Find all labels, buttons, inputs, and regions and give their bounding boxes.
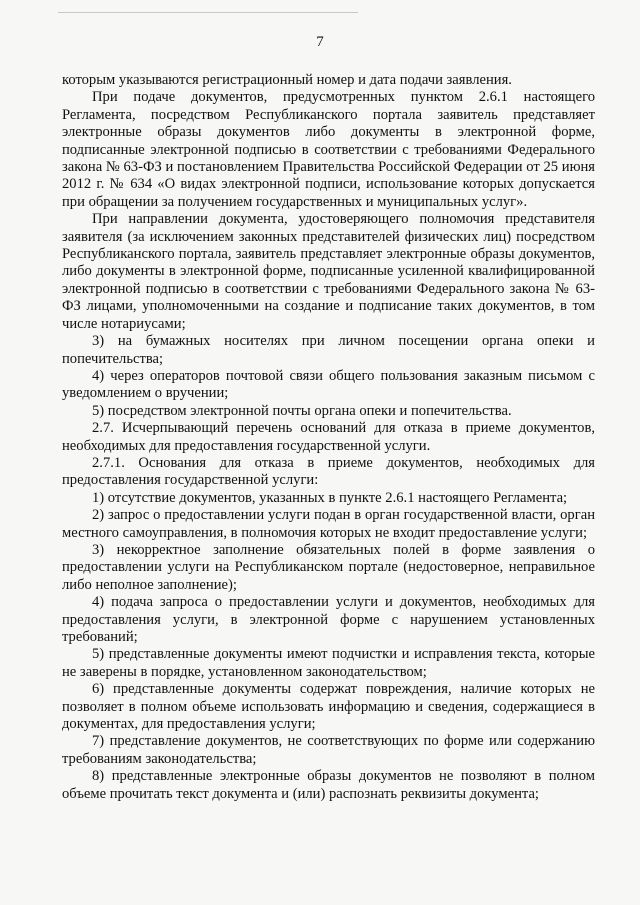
paragraph: При подаче документов, предусмотренных пунктом 2.6.1 настоящего Регламента, посредством Республиканского портала заявитель представляет электронные образы документов либо документы в электронной форме, подписанные электронной подписью в соответствии с требованиями Федерального закона № 63-ФЗ и постановлением Правительства Российской Федерации от 25 июня 2012 г. № 634 «О видах электронной подписи, использование которых допускается при обращении за получением государственных и муниципальных услуг».: [62, 89, 595, 210]
list-item: 4) подача запроса о предоставлении услуги и документов, необходимых для предоставления услуги, в электронной форме с нарушением установленных требований;: [62, 594, 595, 645]
body-text: [62, 72, 595, 803]
subsection-heading: 2.7.1. Основания для отказа в приеме документов, необходимых для предоставления государственной услуги:: [62, 454, 595, 489]
section-heading: 2.7. Исчерпывающий перечень оснований для отказа в приеме документов, необходимых для предоставления государственной услуги.: [62, 420, 595, 454]
list-item: 2) запрос о предоставлении услуги подан в орган государственной власти, орган местного самоуправления, в полномочия которых не входит предоставление услуги;: [62, 507, 595, 541]
list-item: 5) посредством электронной почты органа опеки и попечительства.: [92, 402, 512, 419]
paragraph: При направлении документа, удостоверяющего полномочия представителя заявителя (за исключением законных представителей физических лиц) посредством Республиканского портала, заявитель представляет электронные образы документов, либо документы в электронной форме, подписанные усиленной квалифицированной электронной подписью в соответствии с требованиями Федерального закона № 63-ФЗ лицами, уполномоченными на создание и подписание таких документов, в том числе нотариусами;: [62, 211, 595, 332]
list-item: 1) отсутствие документов, указанных в пункте 2.6.1 настоящего Регламента;: [92, 489, 568, 506]
list-item: 3) на бумажных носителях при личном посещении органа опеки и попечительства;: [62, 333, 595, 367]
list-item: 4) через операторов почтовой связи общего пользования заказным письмом с уведомлением о вручении;: [62, 367, 595, 402]
list-item: 5) представленные документы имеют подчистки и исправления текста, которые не заверены в порядке, установленном законодательством;: [62, 646, 595, 680]
list-item: 6) представленные документы содержат повреждения, наличие которых не позволяет в полном объеме использовать информацию и сведения, содержащиеся в документах, для предоставления услуги;: [62, 681, 595, 733]
list-item: 7) представление документов, не соответствующих по форме или содержанию требованиям законодательства;: [62, 733, 595, 767]
list-item: 3) некорректное заполнение обязательных полей в форме заявления о предоставлении услуги на Республиканском портале (недостоверное, неправильное либо неполное заполнение);: [62, 541, 595, 593]
scan-artifact: [58, 12, 358, 13]
paragraph: которым указываются регистрационный номер и дата подачи заявления.: [62, 72, 512, 88]
page-number: 7: [316, 34, 324, 50]
list-item: 8) представленные электронные образы документов не позволяют в полном объеме прочитать текст документа и (или) распознать реквизиты документа;: [62, 768, 595, 802]
